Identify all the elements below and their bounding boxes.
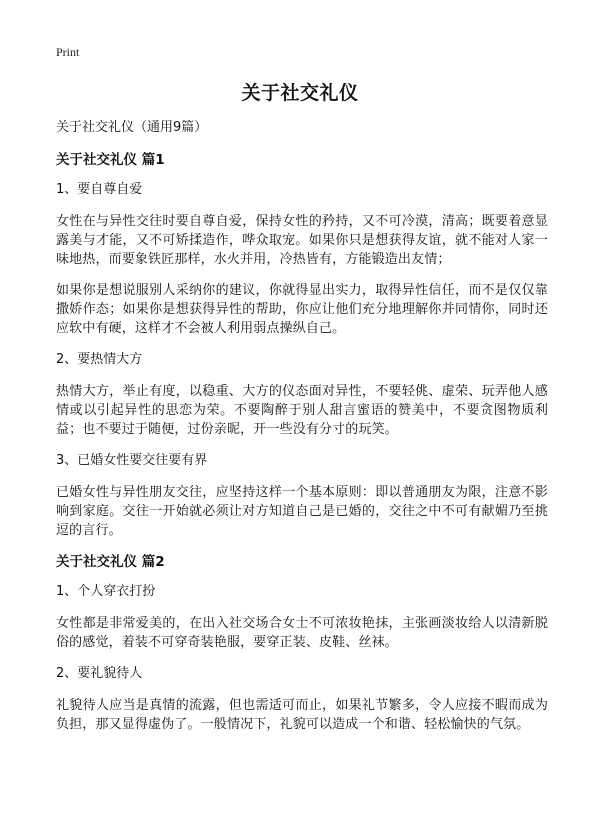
section-2-point-2: 2、要礼貌待人 [56,666,143,681]
section-2-paragraph-2: 礼貌待人应当是真情的流露，但也需适可而止，如果礼节繁多，令人应接不暇而成为负担，那又显得虚伪了。一般情况下，礼貌可以造成一个和谐、轻松愉快的气氛。 [56,698,548,732]
article-body [56,118,548,746]
section-1-paragraph-2: 如果你是想说服别人采纳你的建议，你就得显出实力，取得异性信任，而不是仅仅靠撒娇作态；如果你是想获得异性的帮助，你应让他们充分地理解你并同情你，同时还应软中有硬，这样才不会被人利用弱点操纵自己。 [56,283,548,336]
section-1-point-2: 2、要热情大方 [56,352,143,367]
section-2-point-1: 1、个人穿衣打扮 [56,584,156,599]
section-2-paragraph-1: 女性都是非常爱美的，在出入社交场合女士不可浓妆艳抹，主张画淡妆给人以清新脱俗的感觉，着装不可穿奇装艳服，要穿正装、皮鞋、丝袜。 [56,616,548,650]
section-1-point-1: 1、要自尊自爱 [56,182,143,197]
section-1-point-3: 3、已婚女性要交往要有界 [56,453,208,468]
section-1-paragraph-3: 热情大方，举止有度，以稳重、大方的仪态面对异性，不要轻佻、虚荣、玩弄他人感情或以引起异性的思恋为荣。不要陶醉于别人甜言蜜语的赞美中，不要贪图物质利益；也不要过于随便，过份亲昵，开一些没有分寸的玩笑。 [56,384,548,437]
print-link[interactable]: Print [56,45,80,59]
section-heading-2: 关于社交礼仪 篇2 [56,554,165,570]
article-subtitle: 关于社交礼仪（通用9篇） [56,120,208,135]
page-title: 关于社交礼仪 [241,82,359,104]
section-heading-1: 关于社交礼仪 篇1 [56,152,165,168]
section-1-paragraph-1: 女性在与异性交往时要自尊自爱，保持女性的矜持，又不可冷漠，清高；既要着意显露美与才能，又不可矫揉造作，哗众取宠。如果你只是想获得友谊，就不能对人家一味地热，而要象铁匠那样，水火并用，冷热皆有，方能锻造出友情； [56,214,548,267]
section-1-paragraph-4: 已婚女性与异性朋友交往，应坚持这样一个基本原则：即以普通朋友为限，注意不影响到家庭。交往一开始就必须让对方知道自己是已婚的，交往之中不可有献媚乃至挑逗的言行。 [56,485,548,538]
